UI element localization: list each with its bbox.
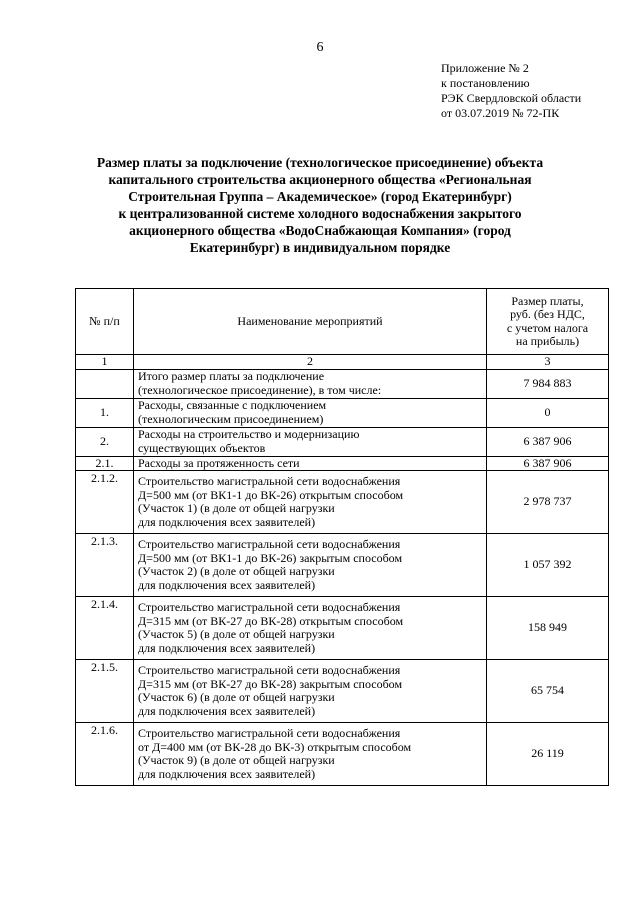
row-name-line: Расходы за протяженность сети — [138, 455, 300, 470]
row-value: 7 984 883 — [487, 369, 609, 398]
table-row — [76, 723, 609, 786]
table-row — [76, 534, 609, 597]
row-name-line: Д=500 мм (от ВК1-1 до ВК-26) открытым способом — [138, 487, 404, 502]
appendix-line: к постановлению — [441, 76, 530, 90]
row-name-line: (Участок 5) (в доле от общей нагрузки — [138, 627, 335, 641]
column-number: 1 — [76, 355, 134, 370]
row-number: 2.1.4. — [76, 597, 134, 660]
header-num: № п/п — [76, 289, 134, 355]
row-name-line: (Участок 9) (в доле от общей нагрузки — [138, 753, 335, 767]
header-name: Наименование мероприятий — [134, 289, 487, 355]
table-row — [76, 398, 609, 427]
row-name-line: существующих объектов — [138, 440, 266, 455]
row-number: 1. — [76, 398, 134, 427]
row-number: 2.1.2. — [76, 471, 134, 534]
row-name-line: Итого размер платы за подключение — [138, 369, 325, 383]
appendix-reference — [441, 61, 581, 121]
row-name-line: (технологическое присоединение), в том числе: — [138, 382, 382, 397]
row-value: 6 387 906 — [487, 427, 609, 456]
row-value: 0 — [487, 398, 609, 427]
row-name — [134, 597, 487, 660]
row-number: 2.1. — [76, 456, 134, 471]
row-name-line: для подключения всех заявителей) — [138, 703, 316, 718]
row-name-line: для подключения всех заявителей) — [138, 514, 316, 529]
row-name-line: Строительство магистральной сети водоснабжения — [138, 726, 401, 740]
page-number: 6 — [316, 40, 324, 55]
row-number — [76, 369, 134, 398]
row-name-line: Д=315 мм (от ВК-27 до ВК-28) закрытым способом — [138, 676, 403, 691]
row-name-line: Д=500 мм (от ВК1-1 до ВК-26) закрытым способом — [138, 550, 403, 565]
row-name-line: для подключения всех заявителей) — [138, 577, 316, 592]
table-row — [76, 427, 609, 456]
row-name — [134, 660, 487, 723]
title-line: к централизованной системе холодного водоснабжения закрытого — [118, 206, 522, 221]
row-value: 65 754 — [487, 660, 609, 723]
row-name — [134, 471, 487, 534]
row-value: 6 387 906 — [487, 456, 609, 471]
document-title — [70, 154, 570, 256]
table-row — [76, 369, 609, 398]
row-number: 2. — [76, 427, 134, 456]
row-name-line: Строительство магистральной сети водоснабжения — [138, 474, 401, 488]
row-name-line: Расходы, связанные с подключением — [138, 398, 327, 412]
row-value: 1 057 392 — [487, 534, 609, 597]
row-name — [134, 456, 487, 471]
row-name-line: (Участок 6) (в доле от общей нагрузки — [138, 690, 335, 704]
table-row — [76, 660, 609, 723]
row-name-line: Д=315 мм (от ВК-27 до ВК-28) открытым способом — [138, 613, 404, 628]
row-value: 2 978 737 — [487, 471, 609, 534]
appendix-line: от 03.07.2019 № 72-ПК — [441, 106, 560, 120]
row-name — [134, 534, 487, 597]
row-name-line: (технологическим присоединением) — [138, 411, 324, 426]
row-name-line: Строительство магистральной сети водоснабжения — [138, 537, 401, 551]
title-line: акционерного общества «ВодоСнабжающая Компания» (город — [129, 223, 511, 238]
row-name-line: Строительство магистральной сети водоснабжения — [138, 600, 401, 614]
row-name — [134, 369, 487, 398]
title-line: Екатеринбург) в индивидуальном порядке — [189, 240, 451, 255]
row-number: 2.1.3. — [76, 534, 134, 597]
header-size-line: на прибыль) — [515, 334, 580, 348]
row-name-line: Расходы на строительство и модернизацию — [138, 427, 360, 441]
column-number-row — [76, 355, 609, 370]
header-row — [76, 289, 609, 355]
column-number: 2 — [134, 355, 487, 370]
column-number: 3 — [487, 355, 609, 370]
row-name-line: (Участок 1) (в доле от общей нагрузки — [138, 501, 335, 515]
row-name-line: для подключения всех заявителей) — [138, 766, 316, 781]
header-size-line: Размер платы, — [511, 293, 584, 308]
table-row — [76, 471, 609, 534]
row-number: 2.1.6. — [76, 723, 134, 786]
row-number: 2.1.5. — [76, 660, 134, 723]
appendix-line: РЭК Свердловской области — [441, 91, 582, 105]
title-line: капитального строительства акционерного общества «Региональная — [108, 172, 532, 187]
row-name — [134, 723, 487, 786]
row-name-line: (Участок 2) (в доле от общей нагрузки — [138, 564, 335, 578]
header-size-line: с учетом налога — [506, 320, 589, 335]
table-row — [76, 456, 609, 471]
row-name-line: Строительство магистральной сети водоснабжения — [138, 663, 401, 677]
fee-table — [75, 288, 609, 786]
title-line: Строительная Группа – Академическое» (город Екатеринбург) — [128, 189, 512, 204]
row-name — [134, 398, 487, 427]
table-row — [76, 597, 609, 660]
title-line: Размер платы за подключение (технологическое присоединение) объекта — [96, 155, 544, 170]
row-value: 26 119 — [487, 723, 609, 786]
header-size-line: руб. (без НДС, — [510, 307, 585, 321]
row-name-line: от Д=400 мм (от ВК-28 до ВК-3) открытым способом — [138, 739, 412, 754]
row-name-line: для подключения всех заявителей) — [138, 640, 316, 655]
row-name — [134, 427, 487, 456]
row-value: 158 949 — [487, 597, 609, 660]
appendix-line: Приложение № 2 — [441, 61, 529, 75]
header-size — [487, 289, 609, 355]
